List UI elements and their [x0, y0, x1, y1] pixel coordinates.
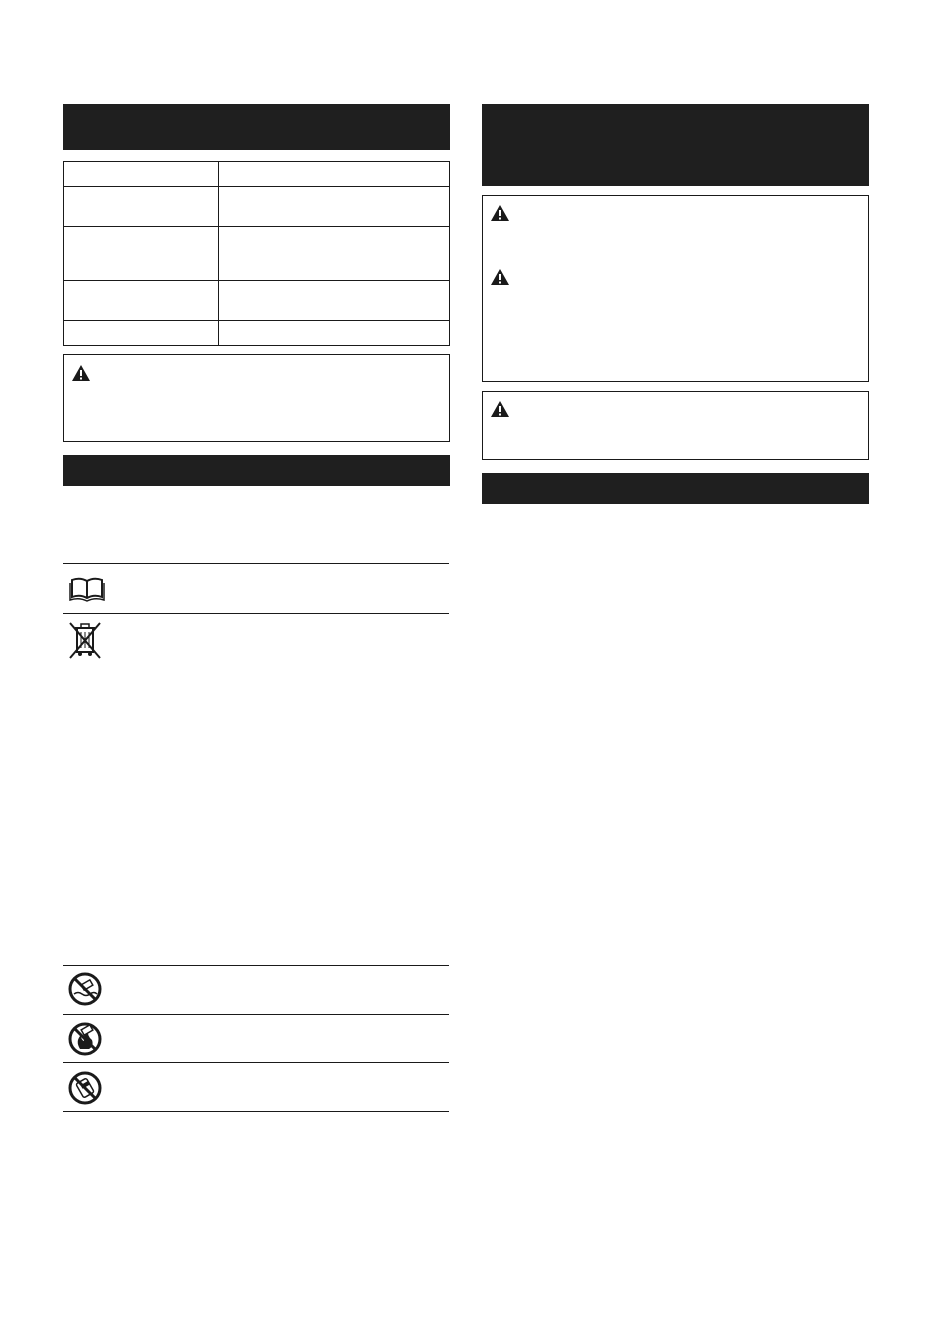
warning-triangle-icon [490, 268, 510, 286]
table-row [64, 281, 450, 321]
divider [63, 1062, 449, 1063]
divider [63, 1014, 449, 1015]
specifications-table [63, 161, 450, 346]
specifications-header [63, 104, 450, 150]
table-cell-label [64, 227, 219, 281]
weee-crossed-bin-icon [67, 620, 103, 660]
symbols-header [63, 455, 450, 486]
divider [63, 563, 449, 564]
table-cell-label [64, 162, 219, 187]
table-cell-label [64, 321, 219, 346]
section-header [482, 473, 869, 504]
table-row [64, 162, 450, 187]
table-cell-label [64, 281, 219, 321]
divider [63, 965, 449, 966]
table-cell-value [219, 281, 450, 321]
divider [63, 613, 449, 614]
no-crushing-icon [68, 1070, 102, 1106]
table-cell-value [219, 162, 450, 187]
warning-box [63, 354, 450, 442]
safety-header [482, 104, 869, 186]
table-cell-label [64, 187, 219, 227]
table-row [64, 187, 450, 227]
read-manual-icon [69, 576, 105, 602]
warning-triangle-icon [71, 364, 91, 382]
table-cell-value [219, 321, 450, 346]
no-fire-icon [68, 1021, 102, 1057]
table-cell-value [219, 227, 450, 281]
warning-triangle-icon [490, 400, 510, 418]
warning-box [482, 195, 869, 382]
warning-box [482, 391, 869, 460]
no-water-icon [68, 972, 102, 1006]
table-row [64, 227, 450, 281]
table-cell-value [219, 187, 450, 227]
table-row [64, 321, 450, 346]
divider [63, 1111, 449, 1112]
warning-triangle-icon [490, 204, 510, 222]
